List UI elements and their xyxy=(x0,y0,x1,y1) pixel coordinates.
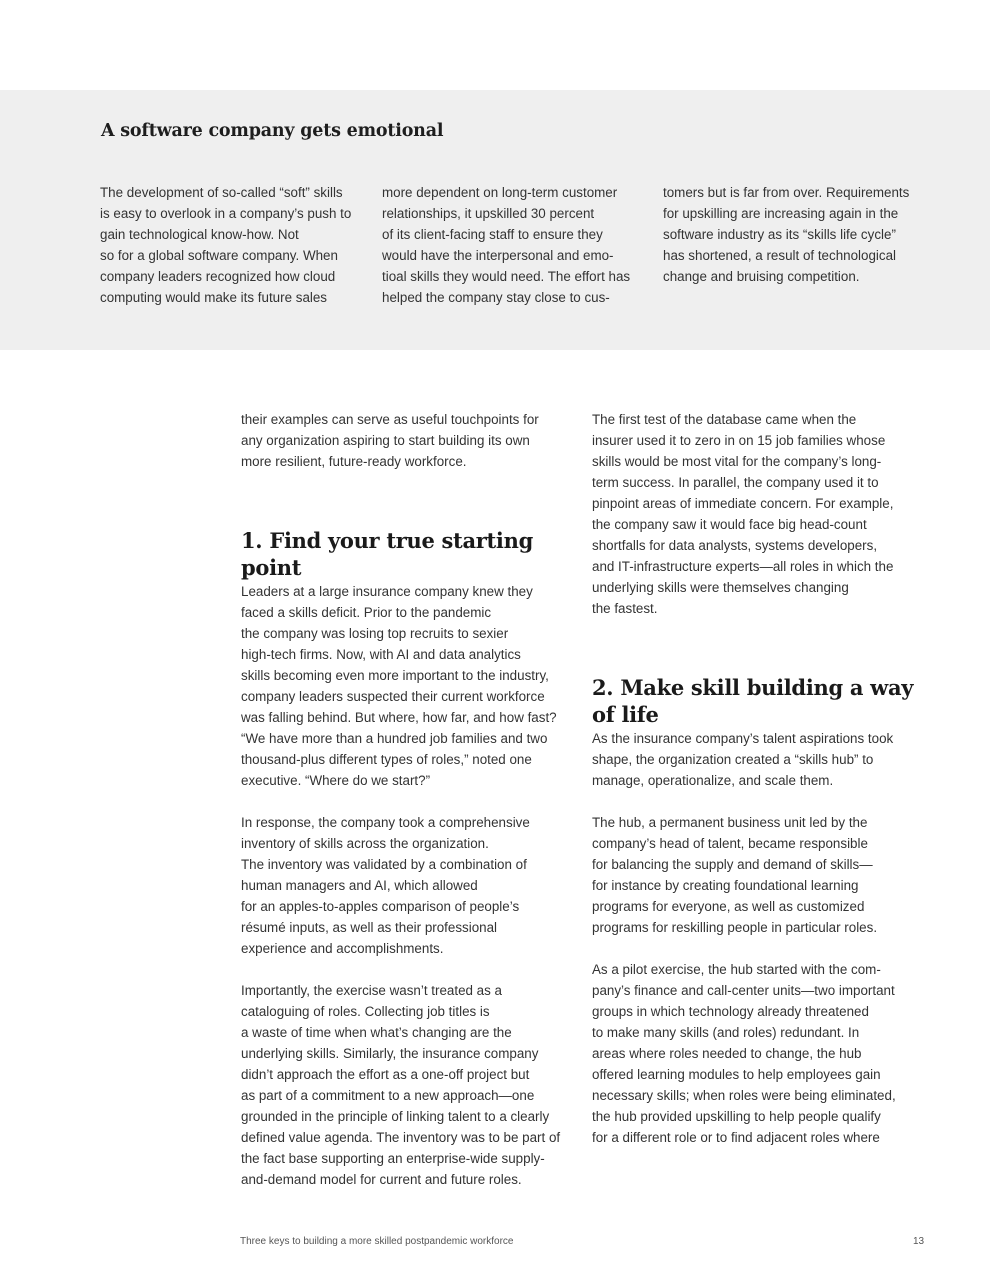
sidebar-column-1: The development of so-called “soft” skills is easy to overlook in a company’s push to gain technological know-how. Not so for a global software company. When company leaders recognized how cloud computing would make its future sales xyxy=(100,185,352,305)
body-paragraph: The hub, a permanent business unit led by the company’s head of talent, became responsible for balancing the supply and demand of skills— for instance by creating foundational learning programs for everyone, as well as customized programs for reskilling people in particular roles. xyxy=(592,815,878,935)
spacer xyxy=(241,493,581,527)
body-paragraph: The first test of the database came when the insurer used it to zero in on 15 job families whose skills would be most vital for the company’s long- term success. In parallel, the company used it to pinpoint areas of immediate concern. For example, the company saw it would face big head-count shortfalls for data analysts, systems developers, and IT-infrastructure experts—all roles in which the underlying skills were themselves changing the fastest. xyxy=(592,412,894,616)
body-paragraph: Importantly, the exercise wasn’t treated as a cataloguing of roles. Collecting job titles is a waste of time when what’s changing are the underlying skills. Similarly, the insurance company didn’t approach the effort as a one-off project but as part of a commitment to a new approach—one grounded in the principle of linking talent to a clearly defined value agenda. The inventory was to be part of the fact base supporting an enterprise-wide supply- and-demand model for current and future roles. xyxy=(241,983,561,1187)
footer-title: Three keys to building a more skilled postpandemic workforce xyxy=(240,1236,514,1247)
body-paragraph: In response, the company took a comprehensive inventory of skills across the organization. The inventory was validated by a combination of human managers and AI, which allowed for an apples-to-apples comparison of people’s résumé inputs, as well as their professional experience and accomplishments. xyxy=(241,815,530,956)
section-heading-2: 2. Make skill building a way of life xyxy=(592,675,914,727)
section-heading-1: 1. Find your true starting point xyxy=(241,528,533,580)
page-number: 13 xyxy=(913,1236,925,1247)
sidebar-column-3: tomers but is far from over. Requirements for upskilling are increasing again in the software industry as its “skills life cycle” has shortened, a result of technological change and bruising competition. xyxy=(663,185,910,284)
spacer xyxy=(592,640,932,674)
body-paragraph: As the insurance company’s talent aspirations took shape, the organization created a “skills hub” to manage, operationalize, and scale them. xyxy=(592,731,894,788)
body-paragraph: Leaders at a large insurance company knew they faced a skills deficit. Prior to the pandemic the company was losing top recruits to sexier high-tech firms. Now, with AI and data analytics skills becoming even more important to the industry, company leaders suspected their current workforce was falling behind. But where, how far, and how fast? “We have more than a hundred job families and two thousand-plus different types of roles,” noted one executive. “Where do we start?” xyxy=(241,584,557,788)
sidebar-column-2: more dependent on long-term customer relationships, it upskilled 30 percent of its client-facing staff to ensure they would have the interpersonal and emo- tioal skills they would need. The effort has helped the company stay close to cus- xyxy=(382,185,631,305)
right-column xyxy=(592,409,932,1169)
sidebar-title: A software company gets emotional xyxy=(101,121,444,141)
body-paragraph: As a pilot exercise, the hub started with the com- pany’s finance and call-center units—two important groups in which technology already threatened to make many skills (and roles) redundant. In areas where roles needed to change, the hub offered learning modules to help employees gain necessary skills; when roles were being eliminated, the hub provided upskilling to help people qualify for a different role or to find adjacent roles where xyxy=(592,962,896,1145)
intro-paragraph: their examples can serve as useful touchpoints for any organization aspiring to start building its own more resilient, future-ready workforce. xyxy=(241,412,539,469)
left-column xyxy=(241,409,581,1211)
